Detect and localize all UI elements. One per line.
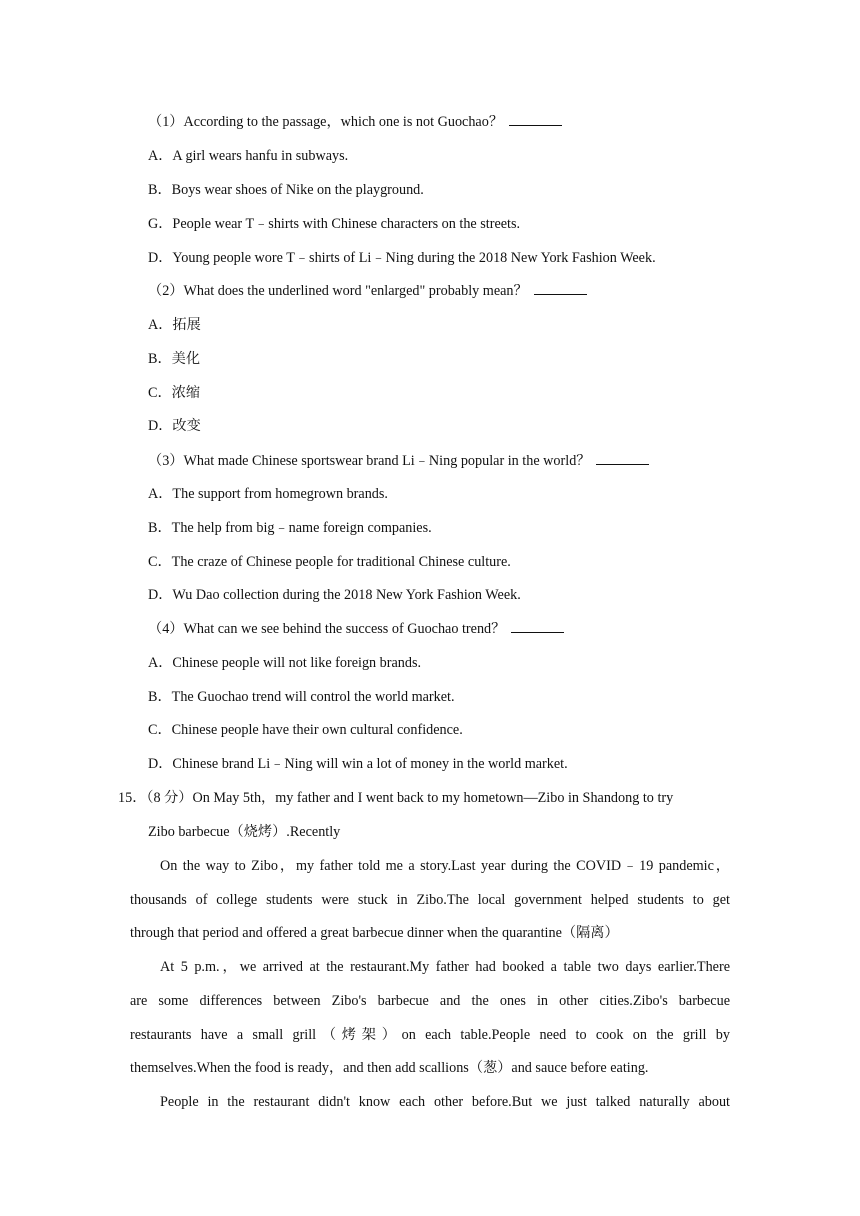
option: D．改变 xyxy=(148,418,201,434)
option: C．The craze of Chinese people for traditional Chinese culture. xyxy=(148,554,511,570)
option: C．浓缩 xyxy=(148,385,201,401)
option: D．Wu Dao collection during the 2018 New York Fashion Week. xyxy=(148,587,521,603)
passage-line: At 5 p.m.，we arrived at the restaurant.My father had booked a table two days earlier.There xyxy=(160,959,730,975)
passage-line: thousands of college students were stuck in Zibo.The local government helped students to get xyxy=(130,892,730,908)
option: G．People wear T﹣shirts with Chinese characters on the streets. xyxy=(148,216,521,232)
passage-line: On the way to Zibo，my father told me a story.Last year during the COVID﹣19 pandemic， xyxy=(160,858,730,874)
passage-line: themselves.When the food is ready，and then add scallions（葱）and sauce before eating. xyxy=(130,1060,649,1076)
item-15-heading: 15．（8 分）On May 5th，my father and I went back to my hometown—Zibo in Shandong to try xyxy=(118,790,674,806)
question-stem: （4）What can we see behind the success of Guochao trend？ xyxy=(148,619,564,639)
option: A．拓展 xyxy=(148,317,201,333)
option: A．Chinese people will not like foreign brands. xyxy=(148,655,422,671)
option: B．The Guochao trend will control the world market. xyxy=(148,689,455,705)
option: A．The support from homegrown brands. xyxy=(148,486,388,502)
answer-blank[interactable] xyxy=(511,619,564,633)
option: C．Chinese people have their own cultural confidence. xyxy=(148,722,463,738)
option: A．A girl wears hanfu in subways. xyxy=(148,148,349,164)
answer-blank[interactable] xyxy=(596,451,649,465)
option: B．美化 xyxy=(148,351,201,367)
option: B．Boys wear shoes of Nike on the playground. xyxy=(148,182,424,198)
passage-line: through that period and offered a great barbecue dinner when the quarantine（隔离） xyxy=(130,925,619,941)
option: D．Chinese brand Li﹣Ning will win a lot of money in the world market. xyxy=(148,756,568,772)
passage-line: are some differences between Zibo's barbecue and the ones in other cities.Zibo's barbecue xyxy=(130,993,730,1009)
option: D．Young people wore T﹣shirts of Li﹣Ning during the 2018 New York Fashion Week. xyxy=(148,250,656,266)
question-stem: （1）According to the passage，which one is not Guochao？ xyxy=(148,112,562,132)
passage-line: restaurants have a small grill（烤架）on each table.People need to cook on the grill by xyxy=(130,1027,730,1043)
item-15-heading-cont: Zibo barbecue（烧烤）.Recently xyxy=(148,824,341,840)
passage-line: People in the restaurant didn't know each other before.But we just talked naturally about xyxy=(160,1094,730,1110)
answer-blank[interactable] xyxy=(509,112,562,126)
answer-blank[interactable] xyxy=(534,281,587,295)
option: B．The help from big﹣name foreign companies. xyxy=(148,520,432,536)
question-stem: （3）What made Chinese sportswear brand Li﹣Ning popular in the world？ xyxy=(148,451,649,471)
question-stem: （2）What does the underlined word "enlarged" probably mean？ xyxy=(148,281,587,301)
